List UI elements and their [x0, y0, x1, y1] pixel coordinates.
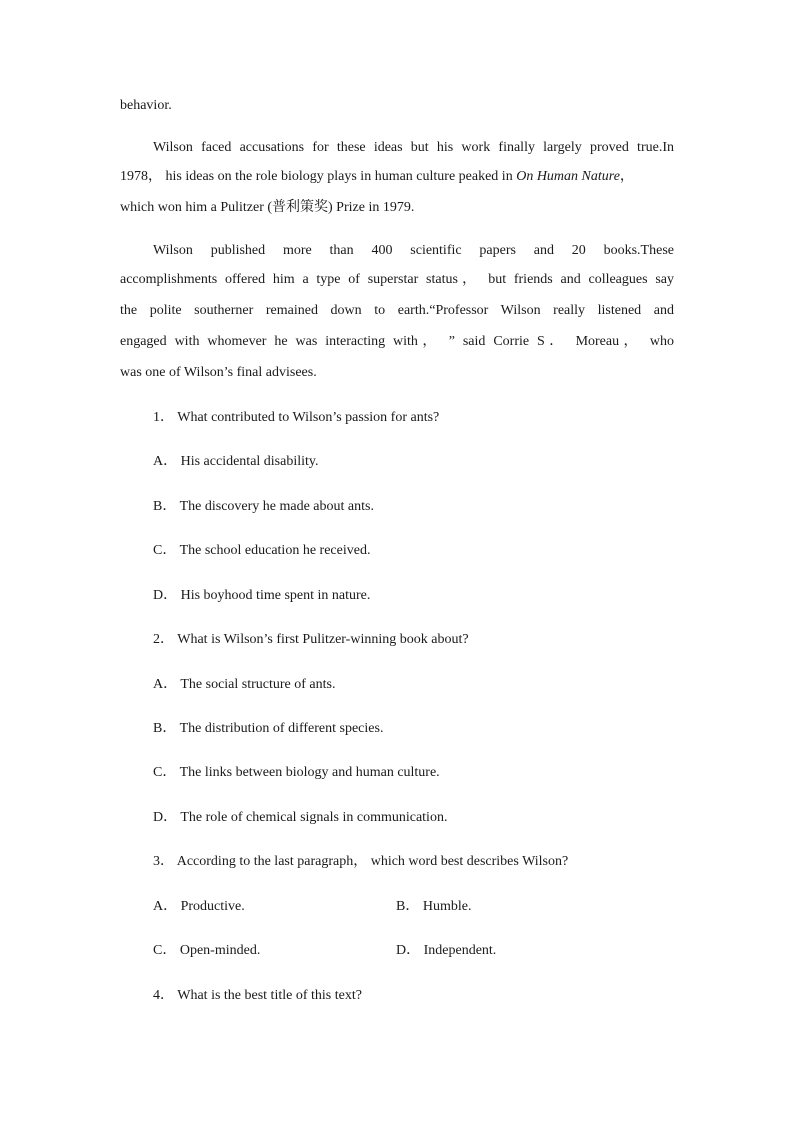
- question-stem: 2． What is Wilson’s first Pulitzer-winning book about?: [153, 632, 469, 647]
- question-stem: 4． What is the best title of this text?: [153, 988, 362, 1003]
- passage-line: Wilson published more than 400 scientific papers and 20 books.These: [153, 243, 674, 258]
- book-title: On Human Nature: [516, 169, 620, 184]
- answer-option: C． The links between biology and human culture.: [153, 765, 440, 780]
- passage-line: [120, 168, 674, 186]
- passage-line: engaged with whomever he was interacting with， ” said Corrie S． Moreau， who: [120, 334, 674, 349]
- passage-text: 1978， his ideas on the role biology plays in human culture peaked in: [120, 169, 513, 184]
- passage-line: the polite southerner remained down to earth.“Professor Wilson really listened and: [120, 303, 674, 318]
- passage-line: behavior.: [120, 98, 172, 113]
- passage-line: accomplishments offered him a type of superstar status， but friends and colleagues say: [120, 272, 674, 287]
- passage-line: Wilson faced accusations for these ideas but his work finally largely proved true.In: [153, 140, 674, 155]
- answer-option: D． His boyhood time spent in nature.: [153, 588, 371, 603]
- passage-text: ，: [619, 169, 634, 184]
- passage-line: was one of Wilson’s final advisees.: [120, 365, 317, 380]
- answer-option: C． Open-minded.: [153, 943, 261, 958]
- answer-option: B． Humble.: [396, 899, 472, 914]
- answer-option: C． The school education he received.: [153, 543, 371, 558]
- answer-option: A． His accidental disability.: [153, 454, 319, 469]
- answer-option: D． Independent.: [396, 943, 497, 958]
- answer-option: A． Productive.: [153, 899, 245, 914]
- question-stem: 3． According to the last paragraph， which word best describes Wilson?: [153, 854, 569, 869]
- answer-option: A． The social structure of ants.: [153, 677, 336, 692]
- answer-option: D． The role of chemical signals in communication.: [153, 810, 448, 825]
- question-stem: 1． What contributed to Wilson’s passion for ants?: [153, 410, 440, 425]
- answer-option: B． The distribution of different species.: [153, 721, 384, 736]
- passage-line: which won him a Pulitzer (普利策奖) Prize in 1979.: [120, 200, 415, 215]
- answer-option: B． The discovery he made about ants.: [153, 499, 374, 514]
